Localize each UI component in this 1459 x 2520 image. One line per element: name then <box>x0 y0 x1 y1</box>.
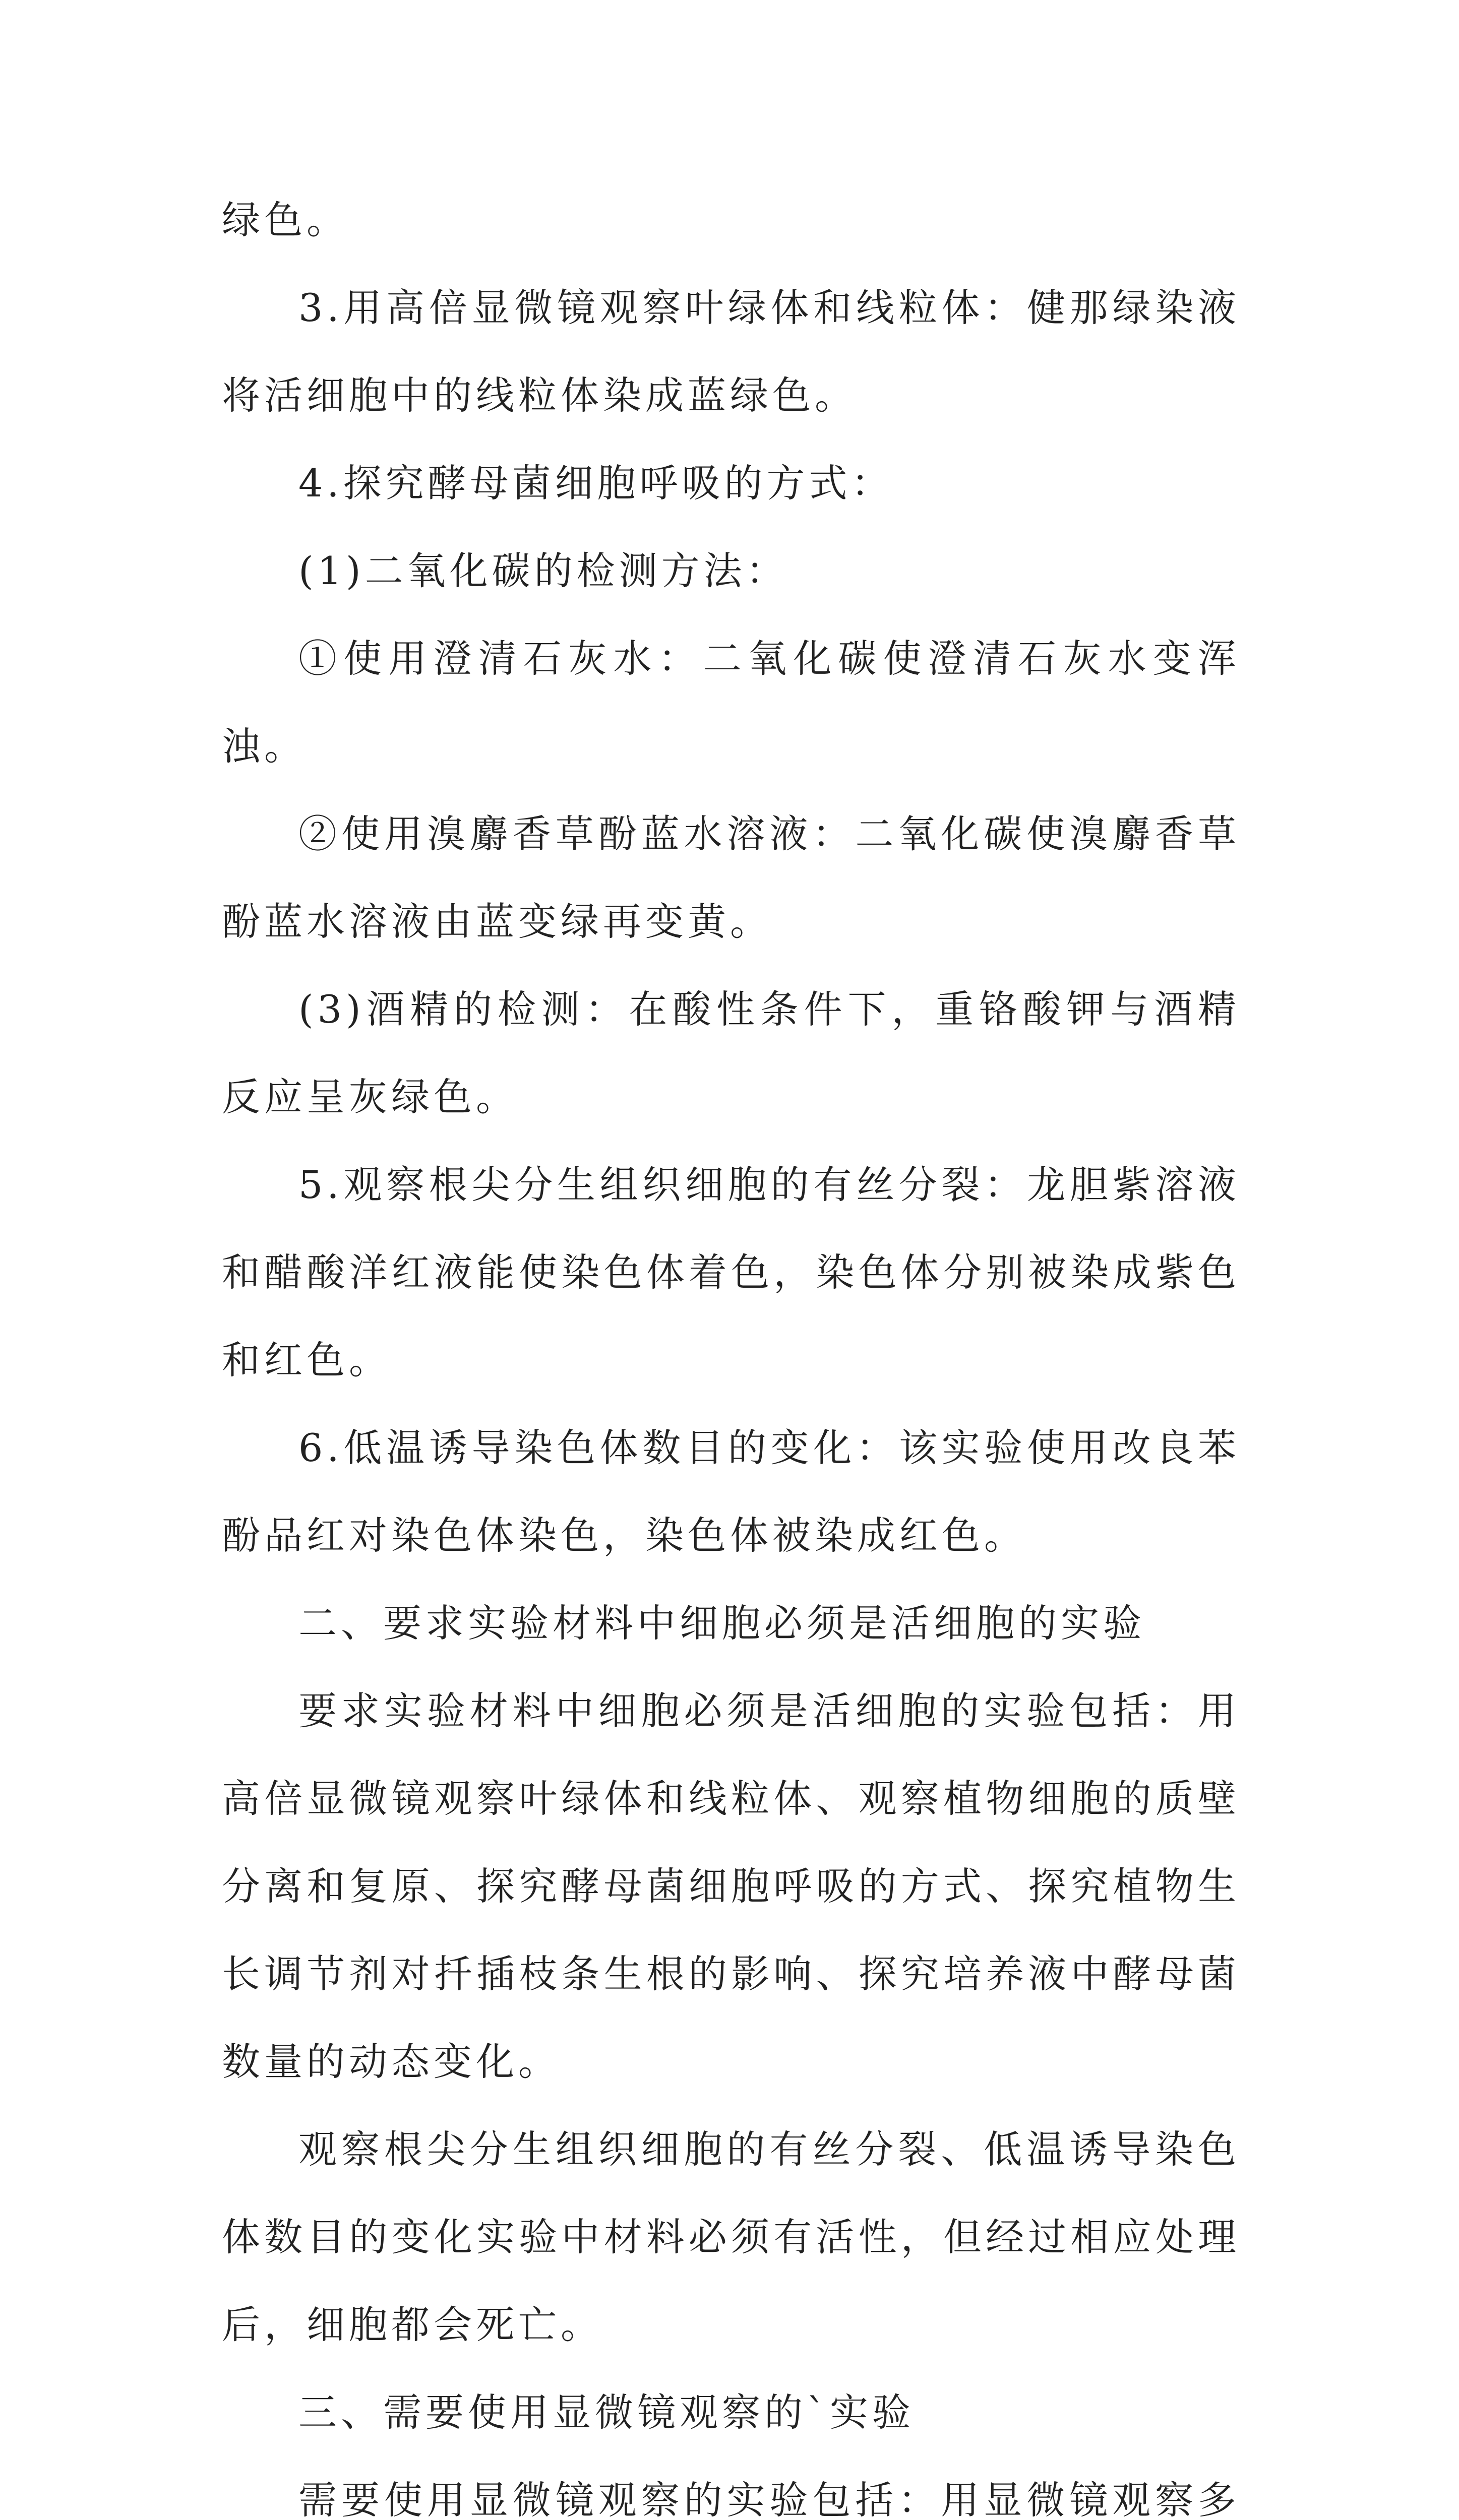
paragraph: 6.低温诱导染色体数目的变化：该实验使用改良苯酚品红对染色体染色，染色体被染成红色。 <box>222 1425 1240 1558</box>
paragraph: (3)酒精的检测：在酸性条件下，重铬酸钾与酒精反应呈灰绿色。 <box>222 987 1240 1119</box>
paragraph: 绿色。 <box>222 198 349 242</box>
paragraph: 观察根尖分生组织细胞的有丝分裂、低温诱导染色体数目的变化实验中材料必须有活性，但经过相应处理后，细胞都会死亡。 <box>222 2127 1240 2347</box>
paragraph: ①使用澄清石灰水：二氧化碳使澄清石灰水变浑浊。 <box>222 636 1240 769</box>
paragraph: (1)二氧化碳的检测方法： <box>298 548 788 593</box>
paragraph: 5.观察根尖分生组织细胞的有丝分裂：龙胆紫溶液和醋酸洋红液能使染色体着色，染色体分别被染成紫色和红色。 <box>222 1162 1240 1382</box>
paragraph: 需要使用显微镜观察的实验包括：用显微镜观察多 <box>298 2478 1240 2520</box>
paragraph: 要求实验材料中细胞必须是活细胞的实验包括：用高倍显微镜观察叶绿体和线粒体、观察植物细胞的质壁分离和复原、探究酵母菌细胞呼吸的方式、探究植物生长调节剂对扦插枝条生根的影响、探究培养液中酵母菌数量的动态变化。 <box>222 1688 1240 2084</box>
document-body <box>222 176 1240 2520</box>
paragraph: 3.用高倍显微镜观察叶绿体和线粒体：健那绿染液将活细胞中的线粒体染成蓝绿色。 <box>222 285 1240 418</box>
paragraph: ②使用溴麝香草酚蓝水溶液：二氧化碳使溴麝香草酚蓝水溶液由蓝变绿再变黄。 <box>222 811 1240 944</box>
section-heading: 三、需要使用显微镜观察的`实验 <box>298 2390 915 2435</box>
section-heading: 二、要求实验材料中细胞必须是活细胞的实验 <box>298 1601 1145 1646</box>
paragraph: 4.探究酵母菌细胞呼吸的方式： <box>298 461 894 506</box>
